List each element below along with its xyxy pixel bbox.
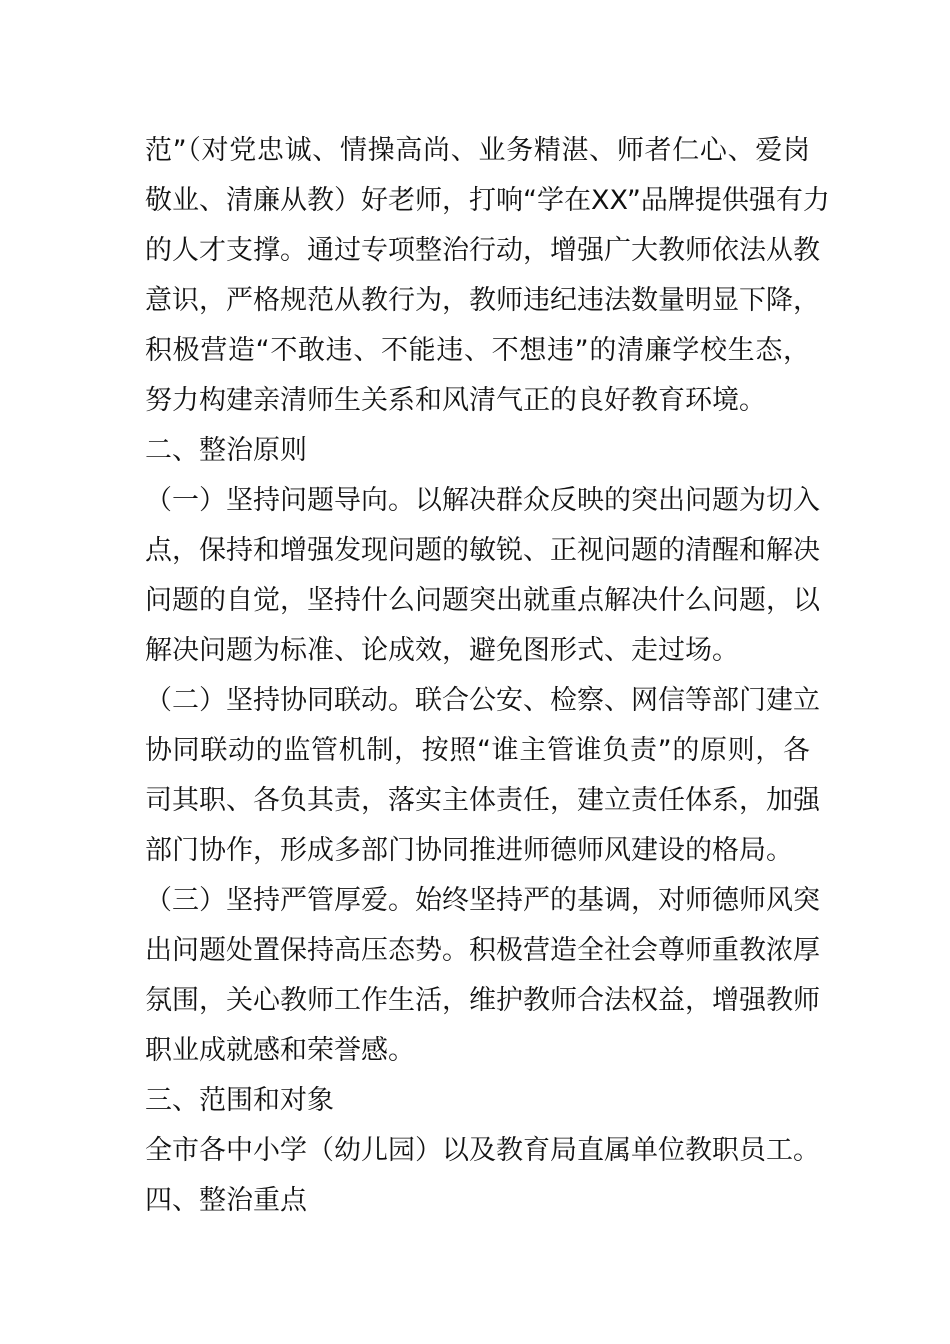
section-heading-scope <box>145 1076 810 1126</box>
text-line: 敬业、清廉从教）好老师，打响“学在XX”品牌提供强有力 <box>145 185 830 216</box>
text-line: 解决问题为标准、论成效，避免图形式、走过场。 <box>145 635 739 666</box>
text-line: 部门协作，形成多部门协同推进师德师风建设的格局。 <box>145 835 793 866</box>
text-line: 的人才支撑。通过专项整治行动，增强广大教师依法从教 <box>145 235 820 266</box>
text-line: （二）坚持协同联动。联合公安、检察、网信等部门建立 <box>145 685 820 716</box>
text-line: 意识，严格规范从教行为，教师违纪违法数量明显下降， <box>145 285 820 316</box>
text-line: 氛围，关心教师工作生活，维护教师合法权益，增强教师 <box>145 985 820 1016</box>
heading-text: 三、范围和对象 <box>145 1085 334 1116</box>
heading-text: 四、整治重点 <box>145 1185 307 1216</box>
heading-text: 二、整治原则 <box>145 435 307 466</box>
section-heading-focus <box>145 1176 810 1226</box>
text-line: 全市各中小学（幼儿园）以及教育局直属单位教职员工。 <box>145 1135 820 1166</box>
document-body <box>145 126 830 1226</box>
scope-paragraph <box>145 1126 820 1176</box>
principle-2-paragraph <box>145 676 820 876</box>
text-line: 范”（对党忠诚、情操高尚、业务精湛、师者仁心、爱岗 <box>145 135 810 166</box>
text-line: 司其职、各负其责，落实主体责任，建立责任体系，加强 <box>145 785 820 816</box>
principle-3-paragraph <box>145 876 820 1076</box>
text-line: 协同联动的监管机制，按照“谁主管谁负责”的原则，各 <box>145 735 810 766</box>
text-line: 点，保持和增强发现问题的敏锐、正视问题的清醒和解决 <box>145 535 820 566</box>
text-line: 出问题处置保持高压态势。积极营造全社会尊师重教浓厚 <box>145 935 820 966</box>
section-heading-principles <box>145 426 810 476</box>
text-line: 积极营造“不敢违、不能违、不想违”的清廉学校生态， <box>145 335 810 366</box>
text-line: （一）坚持问题导向。以解决群众反映的突出问题为切入 <box>145 485 820 516</box>
text-line: 职业成就感和荣誉感。 <box>145 1035 415 1066</box>
text-line: 努力构建亲清师生关系和风清气正的良好教育环境。 <box>145 385 766 416</box>
principle-1-paragraph <box>145 476 820 676</box>
text-line: 问题的自觉，坚持什么问题突出就重点解决什么问题，以 <box>145 585 820 616</box>
intro-paragraph <box>145 126 830 426</box>
text-line: （三）坚持严管厚爱。始终坚持严的基调，对师德师风突 <box>145 885 820 916</box>
